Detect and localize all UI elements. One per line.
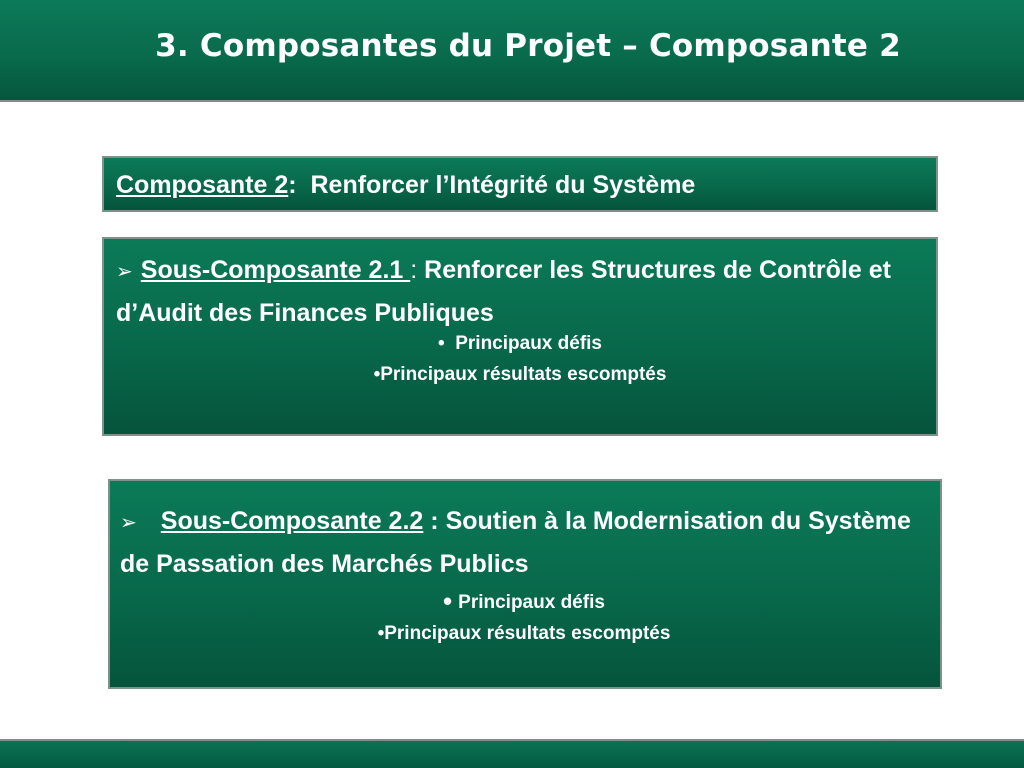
arrow-bullet-icon: ➢ xyxy=(116,261,133,283)
bullet-text: Principaux défis xyxy=(455,333,602,354)
bullet-dot-icon: • xyxy=(373,364,381,385)
sous-composante-2-1-separator: : xyxy=(410,256,418,284)
slide-title: 3. Composantes du Projet – Composante 2 xyxy=(155,28,901,64)
bullet-dot-icon: • xyxy=(377,623,385,644)
sous-composante-2-1-box xyxy=(102,237,938,436)
header-band xyxy=(0,0,1024,102)
bullet-text: Principaux résultats escomptés xyxy=(384,623,671,644)
sous-composante-2-2-text: Soutien à la Modernisation du Système de Passation des Marchés Publics xyxy=(120,507,911,578)
sous-composante-2-1-text: Renforcer les Structures de Contrôle et d’Audit des Finances Publiques xyxy=(116,256,891,327)
sous-composante-2-1-title xyxy=(116,250,924,334)
composante-separator: : xyxy=(288,171,297,199)
bullet-item xyxy=(120,587,928,618)
arrow-bullet-icon: ➢ xyxy=(120,512,137,534)
sous-composante-2-2-bullets xyxy=(120,587,928,649)
bullet-dot-icon: • xyxy=(438,333,445,354)
sous-composante-2-1-bullets xyxy=(116,328,924,390)
footer-band xyxy=(0,739,1024,768)
sous-composante-2-1-label: Sous-Composante 2.1 xyxy=(140,256,411,284)
bullet-text: Principaux résultats escomptés xyxy=(380,364,667,385)
bullet-item xyxy=(116,359,924,390)
sous-composante-2-2-label: Sous-Composante 2.2 xyxy=(160,507,424,535)
composante-heading-box xyxy=(102,156,938,212)
bullet-item xyxy=(120,618,928,649)
sous-composante-2-2-separator: : xyxy=(430,507,439,535)
sous-composante-2-2-title xyxy=(120,501,928,585)
composante-text: Renforcer l’Intégrité du Système xyxy=(310,171,696,199)
composante-label: Composante 2 xyxy=(116,171,289,199)
bullet-text: Principaux défis xyxy=(458,592,605,613)
bullet-dot-icon: • xyxy=(443,586,453,616)
sous-composante-2-2-box xyxy=(108,479,942,689)
